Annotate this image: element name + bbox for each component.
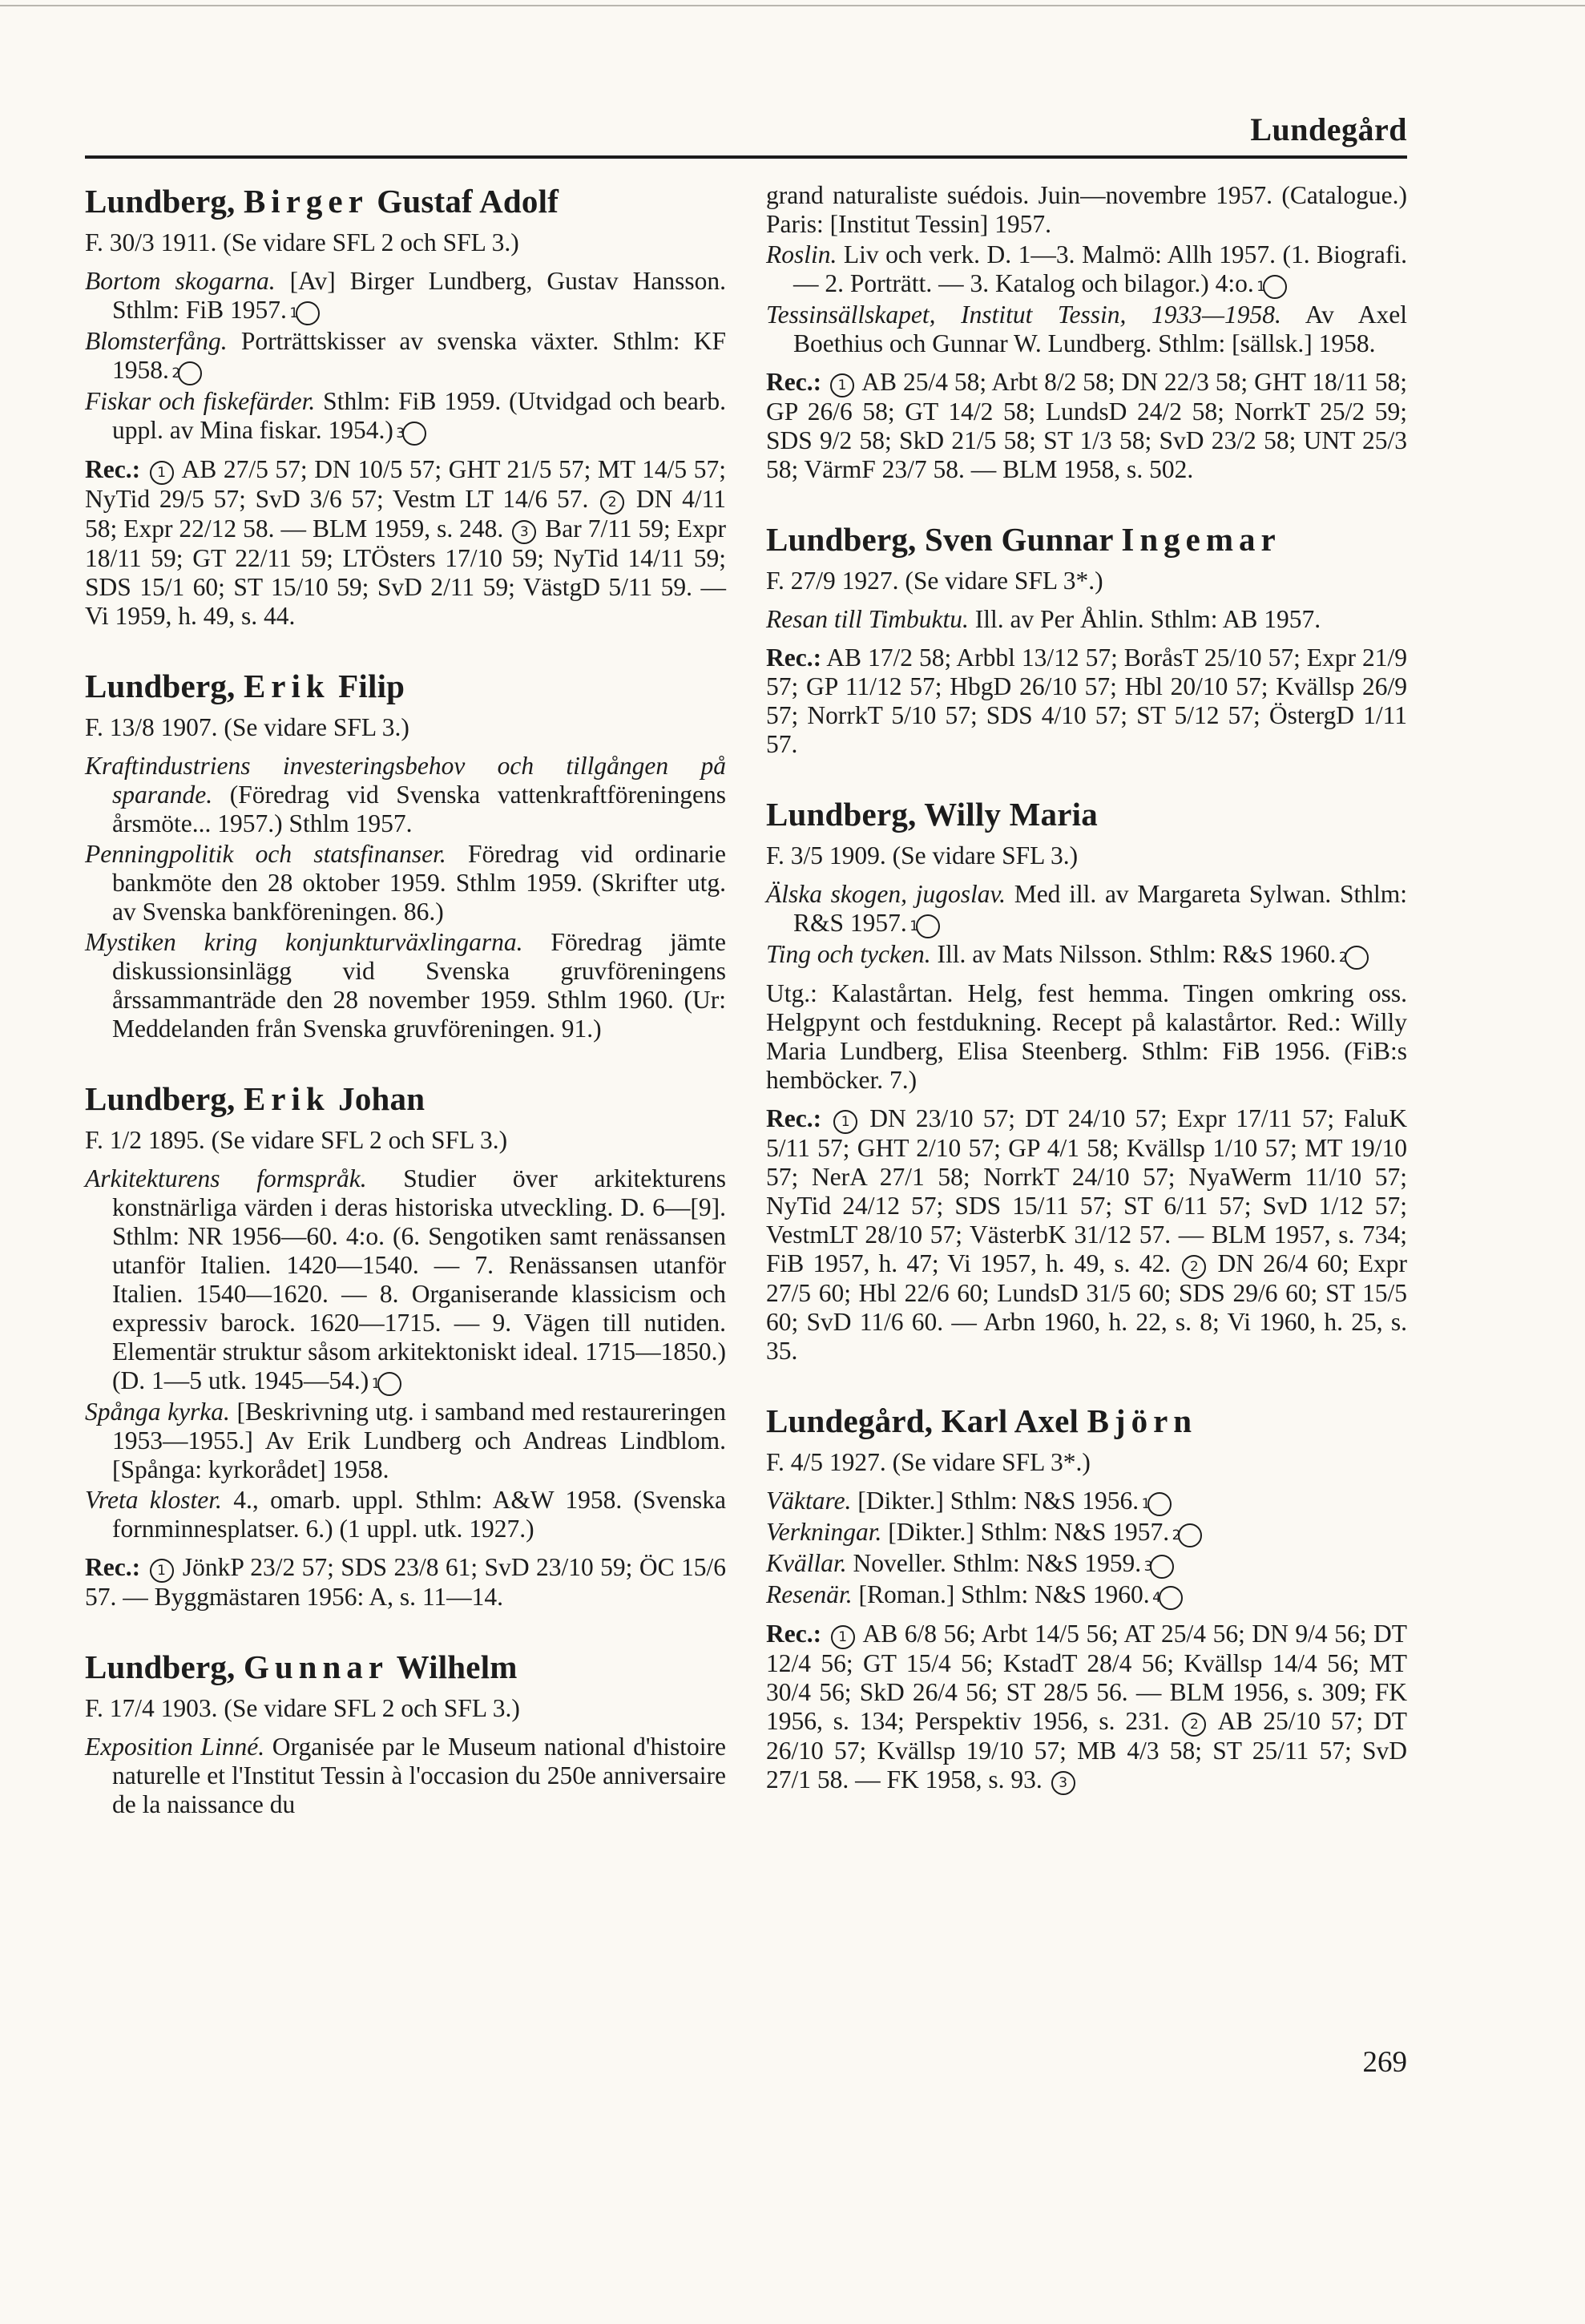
text-span: AB 6/8 56; Arbt 14/5 56; AT 25/4 56; DN 9/4 56; DT 12/4 56; GT 15/4 56; KstadT 28/4 56; Kvällsp 14/4 56; MT 30/4 56; SkD 26/4 56; ST 28/5 56. — BLM 1956, s. 309; FK 1956, s. 134; Perspektiv 1956, s. 231.	[766, 1620, 1408, 1735]
entry-name	[85, 1647, 726, 1687]
entry-willy-lundberg	[766, 794, 1407, 1366]
reviews	[766, 368, 1407, 484]
text-span: Rec.:	[766, 1620, 822, 1648]
circled-number: 1	[377, 1372, 401, 1396]
text-span: (Föredrag vid Svenska vattenkraftföreningens årsmöte... 1957.) Sthlm 1957.	[112, 781, 726, 837]
circled-number: 3	[1150, 1555, 1174, 1579]
circled-number: 4	[1159, 1586, 1183, 1610]
text-span: Rec.:	[85, 1553, 141, 1581]
reviews	[766, 644, 1407, 759]
work-item	[766, 240, 1407, 299]
birth-line: F. 13/8 1907. (Se vidare SFL 3.)	[85, 713, 409, 741]
text-span: Kvällar.	[766, 1549, 847, 1577]
entry-name	[85, 181, 726, 221]
right-column	[766, 181, 1407, 1830]
entry-name	[766, 794, 1407, 834]
text-span: Ingemar	[1121, 521, 1281, 558]
text-span: Bortom skogarna.	[85, 267, 276, 295]
text-span: Gustaf Adolf	[368, 183, 559, 220]
circled-number: 1	[831, 1625, 855, 1649]
text-span: Karl Axel	[941, 1402, 1087, 1439]
work-item	[85, 387, 726, 446]
text-span: Lundberg,	[85, 1648, 244, 1685]
text-span: Lundberg,	[766, 796, 925, 833]
work-item	[85, 752, 726, 838]
text-span: Gunnar	[243, 1648, 389, 1685]
entry-gunnar-lundberg	[85, 1647, 726, 1819]
circled-number: 3	[1051, 1771, 1075, 1795]
circled-number: 1	[916, 914, 940, 938]
left-column	[85, 181, 726, 1854]
entry-erik-filip-lundberg	[85, 666, 726, 1043]
text-span: Noveller. Sthlm: N&S 1959.	[846, 1549, 1142, 1577]
text-span: Föredrag jämte diskussionsinlägg vid Svenska gruvföreningens årssammanträde den 28 november 1959. Sthlm 1960. (Ur: Meddelanden från Svenska gruvföreningen. 91.)	[112, 928, 726, 1043]
circled-number: 2	[1178, 1523, 1202, 1547]
circled-number: 2	[1182, 1255, 1206, 1279]
circled-number: 2	[1345, 946, 1369, 970]
text-span: Arkitekturens formspråk.	[85, 1164, 367, 1192]
circled-number: 1	[833, 1110, 857, 1134]
circled-number: 3	[512, 520, 536, 544]
entry-name	[766, 1401, 1407, 1441]
work-item	[85, 1486, 726, 1543]
text-span: Blomsterfång.	[85, 327, 228, 355]
text-span: [Dikter.] Sthlm: N&S 1956.	[851, 1487, 1139, 1515]
text-span: [Beskrivning utg. i samband med restaureringen 1953—1955.] Av Erik Lundberg och Andreas Lindblom. [Spånga: kyrkorådet] 1958.	[112, 1398, 726, 1483]
text-span: [Roman.] Sthlm: N&S 1960.	[852, 1580, 1150, 1608]
reviews	[766, 1104, 1407, 1366]
birth-line: F. 17/4 1903. (Se vidare SFL 2 och SFL 3.)	[85, 1694, 520, 1722]
work-item	[766, 301, 1407, 358]
text-span: Willy Maria	[924, 796, 1098, 833]
text-span: DN 26/4 60; Expr 27/5 60; Hbl 22/6 60; LundsD 31/5 60; SDS 29/6 60; ST 15/5 60; SvD 11/6 60. — Arbn 1960, h. 22, s. 8; Vi 1960, h. 25, s. 35.	[766, 1249, 1407, 1365]
text-span: Verkningar.	[766, 1518, 882, 1546]
circled-number: 3	[402, 422, 426, 446]
running-header	[85, 103, 1407, 159]
reviews	[766, 1620, 1407, 1795]
work-item	[766, 1487, 1407, 1516]
text-span: Lundberg,	[766, 521, 925, 558]
work-item	[85, 267, 726, 325]
circled-number: 1	[150, 1559, 174, 1583]
text-span: Organisée par le Museum national d'histoire naturelle et l'Institut Tessin à l'occasion du 250e anniversaire de la naissance du	[112, 1733, 726, 1818]
text-span: Björn	[1087, 1402, 1198, 1439]
page-number: 269	[1362, 2046, 1407, 2079]
text-span: Studier över arkitekturens konstnärliga värden i deras historiska utveckling. D. 6—[9]. Sthlm: NR 1956—60. 4:o. (6. Sengotiken samt renässansen utanför Italien. 1420—1540. — 7. Renässansen utanför Italien. 1540—1620. — 8. Organiserande klassicism och expressiv barock. 1620—1715. — 9. Vägen till nutiden. Elementär struktur såsom arkitektoniskt ideal. 1715—1850.) (D. 1—5 utk. 1945—54.)	[112, 1164, 726, 1394]
reviews	[85, 1553, 726, 1612]
text-span: Rec.:	[766, 1104, 822, 1132]
circled-number: 1	[296, 301, 320, 325]
text-span: Fiskar och fiskefärder.	[85, 387, 316, 415]
work-item	[85, 928, 726, 1043]
entry-name	[85, 1079, 726, 1119]
text-span: Mystiken kring konjunkturväxlingarna.	[85, 928, 523, 956]
text-span: Filip	[329, 668, 405, 704]
text-span: AB 27/5 57; DN 10/5 57; GHT 21/5 57; MT 14/5 57; NyTid 29/5 57; SvD 3/6 57; Vestm LT 14/6 57.	[85, 455, 727, 513]
circled-number: 1	[1263, 275, 1287, 299]
text-span: Ill. av Per Åhlin. Sthlm: AB 1957.	[968, 605, 1321, 633]
text-span: Ill. av Mats Nilsson. Sthlm: R&S 1960.	[930, 940, 1337, 968]
edited-works: Utg.: Kalastårtan. Helg, fest hemma. Tingen omkring oss. Helgpynt och festdukning. Recept på kalastårtor. Red.: Willy Maria Lundberg, Elisa Steenberg. Sthlm: FiB 1956. (FiB:s hemböcker. 7.)	[766, 979, 1407, 1094]
text-span: DN 23/10 57; DT 24/10 57; Expr 17/11 57; FaluK 5/11 57; GHT 2/10 57; GP 4/1 58; Kvällsp 1/10 57; MT 19/10 57; NerA 27/1 58; NorrkT 24/10 57; NyaWerm 11/10 57; NyTid 24/12 57; SDS 15/11 57; ST 6/11 57; SvD 1/12 57; VestmLT 28/10 57; VästerbK 31/12 57. — BLM 1957, s. 734; FiB 1957, h. 47; Vi 1957, h. 49, s. 42.	[766, 1104, 1407, 1277]
text-span: Av Axel Boethius och Gunnar W. Lundberg. Sthlm: [sällsk.] 1958.	[793, 301, 1407, 357]
work-item	[766, 880, 1407, 938]
header-rule	[85, 155, 1407, 159]
text-span: AB 25/10 57; DT 26/10 57; Kvällsp 19/10 57; MB 4/3 58; ST 25/11 57; SvD 27/1 58. — FK 1958, s. 93.	[766, 1707, 1407, 1793]
text-span: Johan	[329, 1080, 425, 1117]
birth-line: F. 1/2 1895. (Se vidare SFL 2 och SFL 3.)	[85, 1126, 508, 1154]
work-item	[85, 1733, 726, 1819]
circled-number: 1	[830, 373, 854, 397]
text-span: Kraftindustriens investeringsbehov och tillgången på sparande.	[85, 752, 726, 809]
reviews	[85, 455, 726, 631]
circled-number: 1	[1147, 1492, 1172, 1516]
text-span: Lundberg,	[85, 183, 244, 220]
text-span: Porträttskisser av svenska växter. Sthlm: KF 1958.	[112, 327, 726, 384]
text-span: Med ill. av Margareta Sylwan. Sthlm: R&S 1957.	[793, 880, 1407, 937]
text-span: [Av] Birger Lundberg, Gustav Hansson. Sthlm: FiB 1957.	[112, 267, 726, 324]
text-span: Sthlm: FiB 1959. (Utvidgad och bearb. uppl. av Mina fiskar. 1954.)	[112, 387, 726, 444]
work-item	[85, 1164, 726, 1396]
birth-line: F. 27/9 1927. (Se vidare SFL 3*.)	[766, 567, 1103, 595]
text-span: Penningpolitik och statsfinanser.	[85, 840, 446, 868]
text-span: JönkP 23/2 57; SDS 23/8 61; SvD 23/10 59; ÖC 15/6 57. — Byggmästaren 1956: A, s. 11—14.	[85, 1553, 727, 1611]
circled-number: 2	[600, 490, 624, 514]
birth-line: F. 30/3 1911. (Se vidare SFL 2 och SFL 3.)	[85, 228, 519, 256]
work-item	[766, 940, 1407, 970]
text-span: Lundberg,	[85, 668, 244, 704]
text-span: Spånga kyrka.	[85, 1398, 230, 1426]
entry-gunnar-lundberg-continued	[766, 181, 1407, 484]
entry-bjorn-lundegard	[766, 1401, 1407, 1795]
work-item	[85, 840, 726, 926]
text-span: Exposition Linné.	[85, 1733, 265, 1761]
work-item	[85, 1398, 726, 1484]
top-edge-line	[0, 5, 1585, 6]
text-span: Lundegård,	[766, 1402, 942, 1439]
birth-line: F. 3/5 1909. (Se vidare SFL 3.)	[766, 841, 1079, 869]
text-span: Erik	[243, 1080, 330, 1117]
text-span: Rec.:	[766, 368, 822, 396]
text-span: Birger	[243, 183, 369, 220]
text-span: Bar 7/11 59; Expr 18/11 59; GT 22/11 59; LTÖsters 17/10 59; NyTid 14/11 59; SDS 15/1 60; ST 15/10 59; SvD 2/11 59; VästgD 5/11 59. — Vi 1959, h. 49, s. 44.	[85, 514, 726, 630]
header-title: Lundegård	[1250, 111, 1407, 147]
text-span: DN 4/11 58; Expr 22/12 58. — BLM 1959, s. 248.	[85, 485, 726, 543]
entry-name	[766, 519, 1407, 559]
text-span: AB 25/4 58; Arbt 8/2 58; DN 22/3 58; GHT 18/11 58; GP 26/6 58; GT 14/2 58; LundsD 24/2 58; NorrkT 25/2 59; SDS 9/2 58; SkD 21/5 58; ST 1/3 58; SvD 23/2 58; UNT 25/3 58; VärmF 23/7 58. — BLM 1958, s. 502.	[766, 368, 1407, 483]
text-span: AB 17/2 58; Arbbl 13/12 57; BoråsT 25/10 57; Expr 21/9 57; GP 11/12 57; HbgD 26/10 57; Hbl 20/10 57; Kvällsp 26/9 57; NorrkT 5/10 57; SDS 4/10 57; ST 5/12 57; ÖstergD 1/11 57.	[766, 644, 1407, 758]
text-span: Sven Gunnar	[924, 521, 1122, 558]
text-span: Resan till Timbuktu.	[766, 605, 969, 633]
text-span: Rec.:	[85, 455, 141, 483]
text-span: Wilhelm	[388, 1648, 518, 1685]
text-span: Vreta kloster.	[85, 1486, 222, 1514]
entry-birger-lundberg	[85, 181, 726, 631]
work-item	[766, 1518, 1407, 1547]
text-span: [Dikter.] Sthlm: N&S 1957.	[881, 1518, 1170, 1546]
text-span: Lundberg,	[85, 1080, 244, 1117]
circled-number: 2	[1182, 1713, 1206, 1737]
work-continuation: grand naturaliste suédois. Juin—novembre 1957. (Catalogue.) Paris: [Institut Tessin] 1957.	[766, 181, 1407, 238]
text-span: Väktare.	[766, 1487, 852, 1515]
text-span: 4., omarb. uppl. Sthlm: A&W 1958. (Svenska fornminnesplatser. 6.) (1 uppl. utk. 1927.)	[112, 1486, 726, 1543]
text-span: Liv och verk. D. 1—3. Malmö: Allh 1957. (1. Biografi. — 2. Porträtt. — 3. Katalog och bilagor.) 4:o.	[793, 240, 1407, 297]
text-span: Rec.:	[766, 644, 822, 672]
text-span: Ting och tycken.	[766, 940, 931, 968]
work-item	[766, 1549, 1407, 1579]
text-span: Erik	[243, 668, 330, 704]
work-item	[85, 327, 726, 385]
work-item	[766, 1580, 1407, 1610]
birth-line: F. 4/5 1927. (Se vidare SFL 3*.)	[766, 1448, 1091, 1476]
text-span: Roslin.	[766, 240, 837, 268]
text-span: Tessinsällskapet, Institut Tessin, 1933—1958.	[766, 301, 1281, 329]
entry-sven-lundberg	[766, 519, 1407, 759]
circled-number: 2	[178, 361, 202, 385]
work-item	[766, 605, 1407, 634]
text-span: Föredrag vid ordinarie bankmöte den 28 oktober 1959. Sthlm 1959. (Skrifter utg. av Svenska bankföreningen. 86.)	[112, 840, 726, 926]
entry-name	[85, 666, 726, 706]
entry-erik-johan-lundberg	[85, 1079, 726, 1612]
text-span: Älska skogen, jugoslav.	[766, 880, 1006, 908]
text-span: Resenär.	[766, 1580, 853, 1608]
circled-number: 1	[150, 461, 174, 485]
